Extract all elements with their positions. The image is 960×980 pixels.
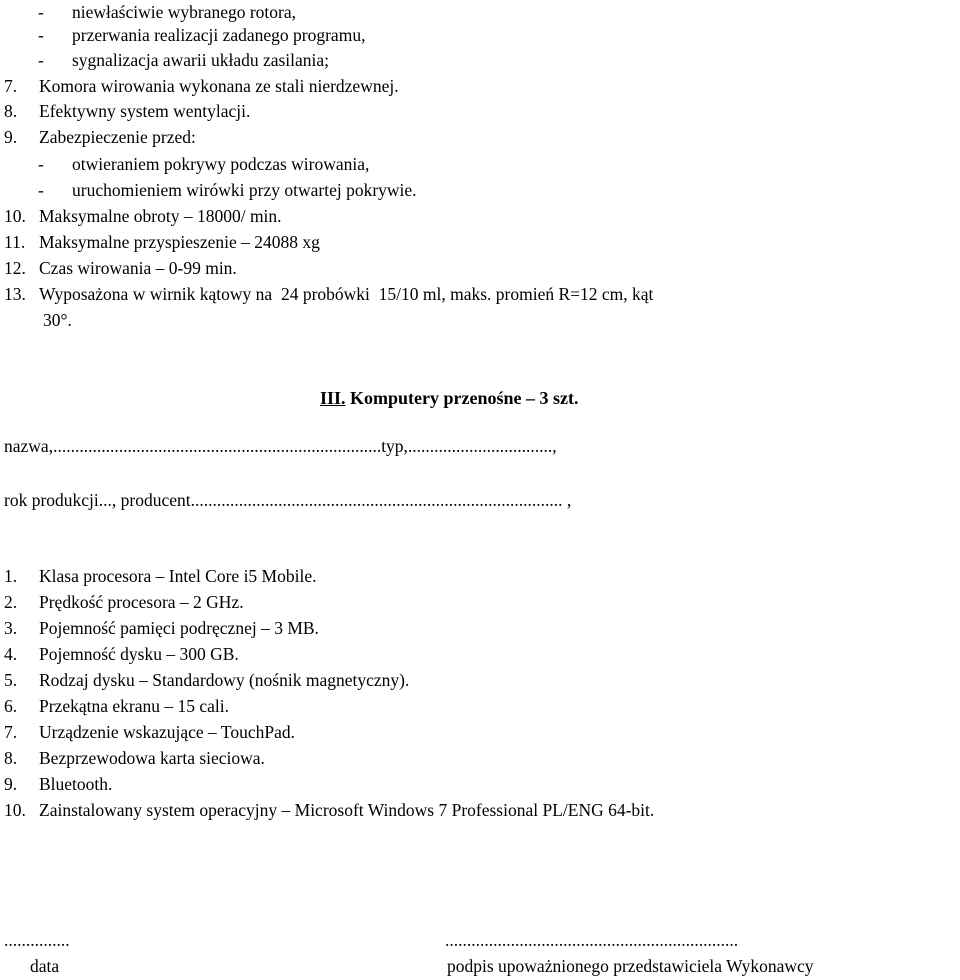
list-marker: 2. [4,592,18,612]
section-heading [320,387,579,409]
list-item: Przekątna ekranu – 15 cali. [39,696,229,716]
list-marker: - [38,25,44,45]
list-item: sygnalizacja awarii układu zasilania; [72,50,330,70]
signature-label: podpis upoważnionego przedstawiciela Wykonawcy [447,956,814,976]
list-marker: 10. [4,800,26,820]
list-item: Prędkość procesora – 2 GHz. [39,592,244,612]
list-marker: 11. [4,232,26,252]
fill-field-year-producer: rok produkcji..., producent..................................................................................... , [4,490,572,510]
list-marker: 8. [4,101,18,121]
list-marker: - [38,2,44,22]
list-marker: 9. [4,774,18,794]
section-title: Komputery przenośne – 3 szt. [345,388,579,408]
list-item: Zabezpieczenie przed: [39,127,196,147]
list-item: Pojemność dysku – 300 GB. [39,644,239,664]
list-marker: 1. [4,566,18,586]
list-item: Maksymalne obroty – 18000/ min. [39,206,282,226]
list-item: niewłaściwie wybranego rotora, [72,2,297,22]
list-marker: 3. [4,618,18,638]
list-item: Bluetooth. [39,774,113,794]
list-item-continuation: 30°. [43,310,72,330]
list-marker: 12. [4,258,26,278]
list-marker: 13. [4,284,26,304]
list-item: Wyposażona w wirnik kątowy na 24 probówki 15/10 ml, maks. promień R=12 cm, kąt [39,284,654,304]
list-marker: 6. [4,696,18,716]
list-marker: 7. [4,722,18,742]
signature-dots: ................................................................... [445,930,739,950]
list-marker: 8. [4,748,18,768]
list-item: Efektywny system wentylacji. [39,101,251,121]
list-item: Urządzenie wskazujące – TouchPad. [39,722,295,742]
list-marker: - [38,180,44,200]
section-number: III. [320,388,346,408]
date-dots: ............... [4,930,70,950]
list-marker: 5. [4,670,18,690]
list-marker: 9. [4,127,18,147]
list-marker: 4. [4,644,18,664]
list-item: uruchomieniem wirówki przy otwartej pokrywie. [72,180,417,200]
list-item: otwieraniem pokrywy podczas wirowania, [72,154,370,174]
list-item: Zainstalowany system operacyjny – Microsoft Windows 7 Professional PL/ENG 64-bit. [39,800,655,820]
list-item: Klasa procesora – Intel Core i5 Mobile. [39,566,317,586]
list-item: Pojemność pamięci podręcznej – 3 MB. [39,618,319,638]
list-item: Rodzaj dysku – Standardowy (nośnik magnetyczny). [39,670,410,690]
list-item: przerwania realizacji zadanego programu, [72,25,366,45]
date-label: data [30,956,60,976]
list-marker: 10. [4,206,26,226]
list-item: Czas wirowania – 0-99 min. [39,258,237,278]
list-marker: - [38,50,44,70]
list-marker: 7. [4,76,18,96]
list-item: Maksymalne przyspieszenie – 24088 xg [39,232,320,252]
list-item: Komora wirowania wykonana ze stali nierdzewnej. [39,76,399,96]
list-marker: - [38,154,44,174]
fill-field-name-type: nazwa,...........................................................................typ,................................., [4,436,557,456]
list-item: Bezprzewodowa karta sieciowa. [39,748,265,768]
